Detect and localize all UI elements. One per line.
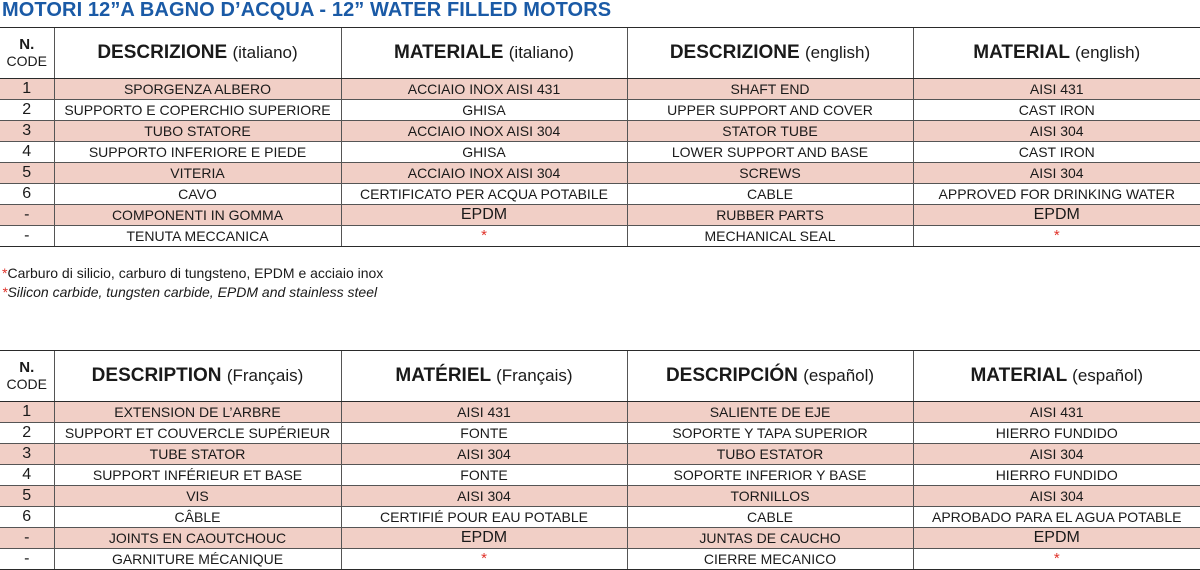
cell-description: GARNITURE MÉCANIQUE	[54, 549, 341, 570]
table-row	[0, 205, 1200, 226]
cell-description: TUBO ESTATOR	[627, 444, 913, 465]
header-label: MATERIALE	[394, 42, 504, 63]
cell-description: STATOR TUBE	[627, 121, 913, 142]
cell-description: RUBBER PARTS	[627, 205, 913, 226]
header-description-english	[627, 28, 913, 79]
table-row	[0, 226, 1200, 247]
footnote-text: Silicon carbide, tungsten carbide, EPDM and stainless steel	[7, 284, 378, 300]
cell-description: VITERIA	[54, 163, 341, 184]
cell-material: *	[913, 226, 1200, 247]
cell-description: SALIENTE DE EJE	[627, 402, 913, 423]
cell-material: HIERRO FUNDIDO	[913, 465, 1200, 486]
header-description-italian	[54, 28, 341, 79]
cell-description: CABLE	[627, 507, 913, 528]
cell-code: 4	[0, 142, 54, 163]
table-row	[0, 121, 1200, 142]
cell-description: SUPPORT INFÉRIEUR ET BASE	[54, 465, 341, 486]
footnote-italian	[2, 264, 383, 283]
header-code-main: N.	[19, 36, 35, 53]
table-row	[0, 100, 1200, 121]
header-label: MATERIAL	[973, 42, 1070, 63]
table-header-row	[0, 28, 1200, 79]
footnote-text: Carburo di silicio, carburo di tungsteno, EPDM e acciaio inox	[7, 265, 384, 281]
header-material-spanish	[913, 351, 1200, 402]
cell-code: -	[0, 528, 54, 549]
cell-description: TORNILLOS	[627, 486, 913, 507]
cell-description: CIERRE MECANICO	[627, 549, 913, 570]
footnote-star: *	[2, 284, 8, 300]
table-row	[0, 142, 1200, 163]
cell-description: JOINTS EN CAOUTCHOUC	[54, 528, 341, 549]
table-row	[0, 402, 1200, 423]
cell-code: 4	[0, 465, 54, 486]
table-row	[0, 79, 1200, 100]
cell-code: 2	[0, 100, 54, 121]
cell-description: SUPPORTO E COPERCHIO SUPERIORE	[54, 100, 341, 121]
cell-description: SOPORTE INFERIOR Y BASE	[627, 465, 913, 486]
header-language: (english)	[1074, 43, 1141, 62]
cell-material: AISI 304	[341, 486, 627, 507]
cell-description: LOWER SUPPORT AND BASE	[627, 142, 913, 163]
cell-material: AISI 304	[913, 444, 1200, 465]
header-language: (italiano)	[232, 43, 298, 62]
cell-code: 2	[0, 423, 54, 444]
footnote-english	[2, 283, 383, 302]
cell-description: TUBE STATOR	[54, 444, 341, 465]
header-code	[0, 28, 54, 79]
cell-description: CABLE	[627, 184, 913, 205]
cell-description: EXTENSION DE L’ARBRE	[54, 402, 341, 423]
cell-material: *	[913, 549, 1200, 570]
header-description-spanish	[627, 351, 913, 402]
header-label: DESCRIPTION	[91, 365, 222, 386]
cell-material: CAST IRON	[913, 142, 1200, 163]
table-row	[0, 507, 1200, 528]
header-code-sub: CODE	[6, 376, 47, 392]
header-code	[0, 351, 54, 402]
materials-table-french-spanish	[0, 350, 1200, 570]
cell-material: GHISA	[341, 100, 627, 121]
table-row	[0, 423, 1200, 444]
cell-code: 5	[0, 486, 54, 507]
cell-description: MECHANICAL SEAL	[627, 226, 913, 247]
cell-material: EPDM	[913, 528, 1200, 549]
cell-material: EPDM	[341, 528, 627, 549]
cell-description: COMPONENTI IN GOMMA	[54, 205, 341, 226]
header-code-main: N.	[19, 359, 35, 376]
header-description-french	[54, 351, 341, 402]
header-label: DESCRIZIONE	[669, 42, 800, 63]
cell-material: AISI 304	[913, 486, 1200, 507]
cell-description: TENUTA MECCANICA	[54, 226, 341, 247]
cell-code: 6	[0, 184, 54, 205]
table-row	[0, 528, 1200, 549]
cell-code: 6	[0, 507, 54, 528]
cell-material: AISI 304	[913, 163, 1200, 184]
table-row	[0, 184, 1200, 205]
header-language: (english)	[804, 43, 871, 62]
cell-material: *	[341, 549, 627, 570]
cell-material: FONTE	[341, 465, 627, 486]
table-row	[0, 444, 1200, 465]
cell-material: APPROVED FOR DRINKING WATER	[913, 184, 1200, 205]
cell-material: AISI 431	[341, 402, 627, 423]
cell-code: -	[0, 549, 54, 570]
cell-material: EPDM	[341, 205, 627, 226]
cell-description: SPORGENZA ALBERO	[54, 79, 341, 100]
cell-material: AISI 431	[913, 79, 1200, 100]
cell-material: CERTIFIÉ POUR EAU POTABLE	[341, 507, 627, 528]
header-label: MATERIAL	[970, 365, 1067, 386]
cell-material: AISI 431	[913, 402, 1200, 423]
footnote-star: *	[2, 265, 8, 281]
header-label: DESCRIZIONE	[97, 42, 228, 63]
cell-material: CERTIFICATO PER ACQUA POTABILE	[341, 184, 627, 205]
header-language: (Français)	[226, 366, 304, 385]
cell-material: ACCIAIO INOX AISI 431	[341, 79, 627, 100]
header-language: (español)	[803, 366, 875, 385]
cell-material: FONTE	[341, 423, 627, 444]
cell-code: -	[0, 226, 54, 247]
header-label: MATÉRIEL	[395, 365, 491, 386]
cell-description: VIS	[54, 486, 341, 507]
cell-material: ACCIAIO INOX AISI 304	[341, 163, 627, 184]
cell-code: 1	[0, 79, 54, 100]
cell-code: 3	[0, 121, 54, 142]
cell-description: TUBO STATORE	[54, 121, 341, 142]
cell-description: UPPER SUPPORT AND COVER	[627, 100, 913, 121]
cell-material: ACCIAIO INOX AISI 304	[341, 121, 627, 142]
header-material-italian	[341, 28, 627, 79]
materials-table-italian-english	[0, 27, 1200, 247]
cell-material: *	[341, 226, 627, 247]
footnotes	[2, 264, 383, 302]
cell-material: HIERRO FUNDIDO	[913, 423, 1200, 444]
cell-material: CAST IRON	[913, 100, 1200, 121]
cell-description: SCREWS	[627, 163, 913, 184]
header-material-french	[341, 351, 627, 402]
cell-material: EPDM	[913, 205, 1200, 226]
header-language: (italiano)	[508, 43, 574, 62]
cell-material: AISI 304	[913, 121, 1200, 142]
header-code-sub: CODE	[6, 53, 47, 69]
cell-code: 1	[0, 402, 54, 423]
table-body	[0, 79, 1200, 247]
cell-code: 5	[0, 163, 54, 184]
cell-material: GHISA	[341, 142, 627, 163]
cell-code: -	[0, 205, 54, 226]
cell-description: SUPPORT ET COUVERCLE SUPÉRIEUR	[54, 423, 341, 444]
table-row	[0, 163, 1200, 184]
cell-code: 3	[0, 444, 54, 465]
cell-description: JUNTAS DE CAUCHO	[627, 528, 913, 549]
cell-description: SHAFT END	[627, 79, 913, 100]
header-language: (Français)	[496, 366, 573, 385]
cell-description: SUPPORTO INFERIORE E PIEDE	[54, 142, 341, 163]
table-header-row	[0, 351, 1200, 402]
table-row	[0, 465, 1200, 486]
cell-description: SOPORTE Y TAPA SUPERIOR	[627, 423, 913, 444]
page-title: MOTORI 12”A BAGNO D’ACQUA - 12” WATER FILLED MOTORS	[2, 0, 612, 21]
cell-material: APROBADO PARA EL AGUA POTABLE	[913, 507, 1200, 528]
table-body	[0, 402, 1200, 570]
table-row	[0, 549, 1200, 570]
cell-material: AISI 304	[341, 444, 627, 465]
header-material-english	[913, 28, 1200, 79]
table-row	[0, 486, 1200, 507]
cell-description: CAVO	[54, 184, 341, 205]
header-language: (español)	[1072, 366, 1144, 385]
header-label: DESCRIPCIÓN	[665, 365, 798, 386]
cell-description: CÂBLE	[54, 507, 341, 528]
